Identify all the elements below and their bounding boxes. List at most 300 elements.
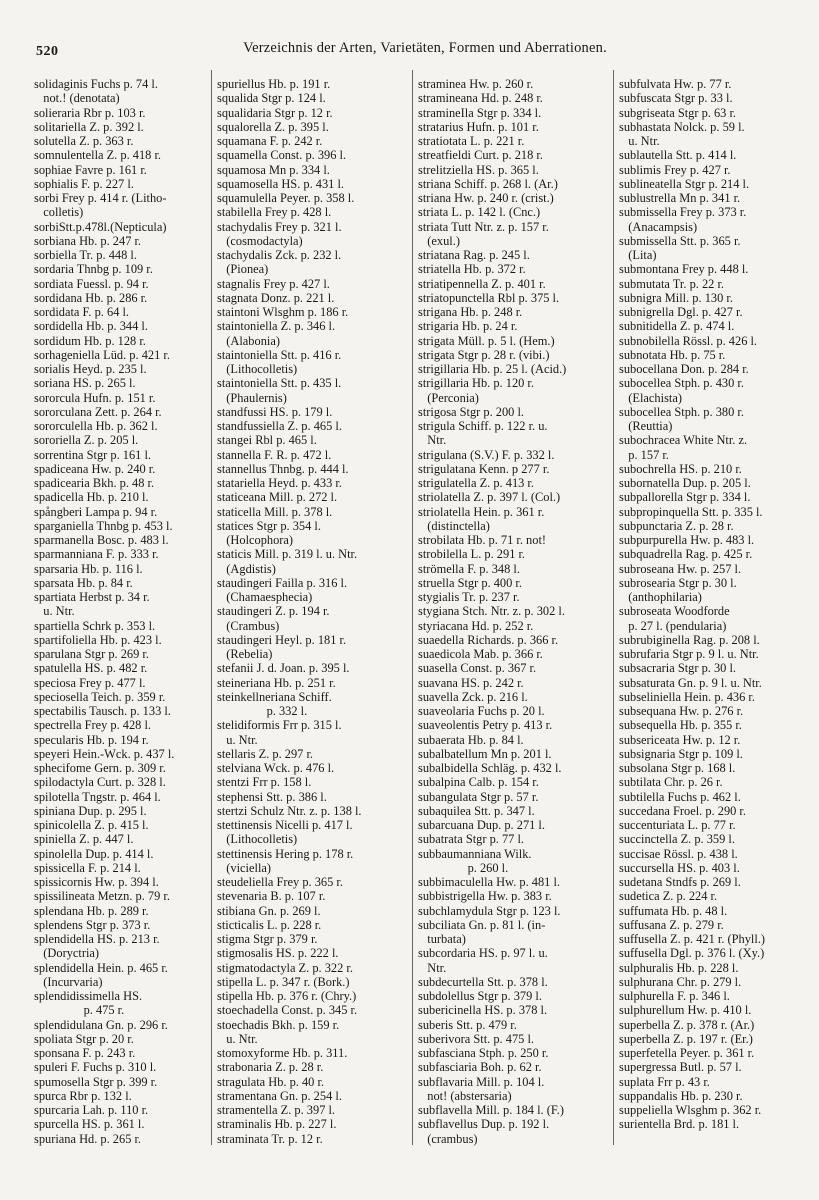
index-entry: subnotata Hb. p. 75 r. — [619, 347, 726, 362]
index-entry: strelitziella HS. p. 365 l. — [418, 162, 539, 177]
index-entry: striata L. p. 142 l. (Cnc.) — [418, 205, 541, 220]
index-entry: subaquilea Stt. p. 347 l. — [418, 803, 535, 818]
index-entry: staudingeri Z. p. 194 r. — [217, 604, 330, 619]
index-entry: p. 157 r. — [619, 447, 669, 462]
index-entry: sordidella Hb. p. 344 l. — [34, 319, 148, 334]
index-entry: subhastata Nolck. p. 59 l. — [619, 119, 745, 134]
index-entry: squalorella Z. p. 395 l. — [217, 119, 329, 134]
index-entry: spilodactyla Curt. p. 328 l. — [34, 775, 166, 790]
index-entry: sublautella Stt. p. 414 l. — [619, 148, 737, 163]
index-entry: subbistrigella Hw. p. 383 r. — [418, 889, 552, 904]
index-entry: striana Hw. p. 240 r. (crist.) — [418, 191, 554, 205]
index-entry: stannellus Thnbg. p. 444 l. — [217, 461, 349, 476]
index-entry: suaedella Richards. p. 366 r. — [418, 632, 559, 647]
index-entry: specularis Hb. p. 194 r. — [34, 732, 149, 747]
index-entry: squamosella HS. p. 431 l. — [217, 176, 344, 191]
index-entry: staintoni Wlsghm p. 186 r. — [217, 305, 349, 319]
index-entry: subpurpurella Hw. p. 483 l. — [619, 533, 755, 547]
index-entry: strigulatana Kenn. p 277 r. — [418, 461, 550, 476]
index-entry: Ntr. — [418, 433, 447, 448]
index-entry: stangei Rbl p. 465 l. — [217, 433, 317, 448]
index-entry: (Pionea) — [217, 262, 269, 277]
index-entry: sordidana Hb. p. 286 r. — [34, 290, 148, 305]
index-entry: sphecifome Gern. p. 309 r. — [34, 761, 166, 775]
index-entry: succursella HS. p. 403 l. — [619, 860, 740, 875]
index-entry: spångberi Lampa p. 94 r. — [34, 504, 158, 519]
index-entry: sticticalis L. p. 228 r. — [217, 917, 322, 932]
index-entry: subalbidella Schläg. p. 432 l. — [418, 761, 562, 775]
index-entry: styriacana Hd. p. 252 r. — [418, 618, 534, 633]
index-entry: strigulatella Z. p. 413 r. — [418, 476, 534, 490]
index-entry: strigillaria Hb. p. 120 r. — [418, 376, 534, 391]
index-entry: stachydalis Frey p. 321 l. — [217, 219, 342, 234]
index-entry: splendidissimella HS. — [34, 989, 143, 1003]
index-entry: striolatella Z. p. 397 l. (Col.) — [418, 490, 561, 505]
index-entry: stramineana Hd. p. 248 r. — [418, 91, 543, 106]
index-entry: stramentella Z. p. 397 l. — [217, 1103, 336, 1117]
index-entry: sparmanniana F. p. 333 r. — [34, 547, 159, 562]
index-entry: subsequana Hw. p. 276 r. — [619, 704, 744, 718]
index-entry: squamosa Mn p. 334 l. — [217, 162, 330, 177]
index-entry: stettinensis Nicelli p. 417 l. — [217, 818, 353, 832]
index-entry: sparganiella Thnbg p. 453 l. — [34, 518, 173, 533]
index-entry: subgriseata Stgr p. 63 r. — [619, 105, 737, 120]
index-entry: steudeliella Frey p. 365 r. — [217, 875, 343, 889]
index-entry: spissicornis Hw. p. 394 l. — [34, 875, 159, 889]
index-entry: superbella Z. p. 378 r. (Ar.) — [619, 1017, 755, 1032]
index-entry: staudingeri Failla p. 316 l. — [217, 575, 348, 590]
index-entry: (Doryctria) — [34, 946, 100, 961]
index-entry: streatfieldi Curt. p. 218 r. — [418, 148, 543, 163]
index-entry: sublineatella Stgr p. 214 l. — [619, 176, 750, 191]
index-entry: suffusana Z. p. 279 r. — [619, 917, 724, 932]
index-entry: sordiata Fuessl. p. 94 r. — [34, 276, 149, 291]
index-entry: spectabilis Tausch. p. 133 l. — [34, 704, 171, 718]
index-entry: suffumata Hb. p. 48 l. — [619, 903, 728, 918]
index-entry: sulphurana Chr. p. 279 l. — [619, 974, 742, 989]
index-entry: subfasciaria Boh. p. 62 r. — [418, 1060, 542, 1075]
index-entry: stipella Hb. p. 376 r. (Chry.) — [217, 989, 357, 1003]
index-entry: Ntr. — [418, 960, 447, 975]
index-entry: superbella Z. p. 197 r. (Er.) — [619, 1031, 753, 1046]
index-entry: sublimis Frey p. 427 r. — [619, 162, 731, 177]
index-entry: (Agdistis) — [217, 561, 276, 576]
column-divider — [211, 70, 212, 1145]
index-entry: spurcella HS. p. 361 l. — [34, 1117, 145, 1132]
index-entry: (Elachista) — [619, 390, 682, 405]
index-entry: speciosella Teich. p. 359 r. — [34, 689, 166, 704]
index-entry: stevenaria B. p. 107 r. — [217, 889, 326, 904]
index-entry: subarcuana Dup. p. 271 l. — [418, 818, 545, 832]
index-entry: solutella Z. p. 363 r. — [34, 134, 134, 148]
index-entry: strigillaria Hb. p. 25 l. (Acid.) — [418, 362, 567, 376]
index-entry: stomoxyforme Hb. p. 311. — [217, 1046, 348, 1060]
index-entry: subpallorella Stgr p. 334 l. — [619, 490, 751, 505]
index-entry: spiniella Z. p. 447 l. — [34, 832, 134, 847]
index-entry: splendana Hb. p. 289 r. — [34, 903, 149, 918]
index-entry: subroseata Woodforde — [619, 604, 730, 619]
index-entry: sordaria Thnbg p. 109 r. — [34, 262, 153, 277]
index-entry: subrufaria Stgr p. 9 l. u. Ntr. — [619, 647, 759, 661]
index-entry: p. 27 l. (pendularia) — [619, 618, 727, 633]
index-entry: subalpina Calb. p. 154 r. — [418, 775, 539, 790]
index-entry: stabilella Frey p. 428 l. — [217, 205, 332, 220]
index-entry: stertzi Schulz Ntr. z. p. 138 l. — [217, 803, 362, 818]
index-entry: subseliniella Hein. p. 436 r. — [619, 689, 755, 704]
index-entry: spectrella Frey p. 428 l. — [34, 718, 151, 733]
index-entry: statariella Heyd. p. 433 r. — [217, 476, 342, 490]
index-entry: sophialis F. p. 227 l. — [34, 176, 134, 191]
index-entry: stigma Stgr p. 379 r. — [217, 932, 318, 946]
column-divider — [613, 70, 614, 1145]
index-entry: spinicolella Z. p. 415 l. — [34, 818, 149, 832]
index-entry: spadiceana Hw. p. 240 r. — [34, 461, 156, 476]
index-entry: submontana Frey p. 448 l. — [619, 262, 749, 277]
index-entry: turbata) — [418, 932, 466, 946]
index-entry: stragulata Hb. p. 40 r. — [217, 1074, 325, 1089]
index-entry: (Incurvaria) — [34, 974, 103, 989]
index-entry: spiniana Dup. p. 295 l. — [34, 803, 147, 818]
index-entry: sororculana Zett. p. 264 r. — [34, 404, 162, 419]
index-entry: striatella Hb. p. 372 r. — [418, 262, 526, 277]
index-entry: spumosella Stgr p. 399 r. — [34, 1074, 158, 1089]
index-entry: strömella F. p. 348 l. — [418, 561, 520, 576]
index-entry: sparulana Stgr p. 269 r. — [34, 647, 149, 661]
index-entry: standfussi HS. p. 179 l. — [217, 404, 333, 419]
index-entry: subnobilella Rössl. p. 426 l. — [619, 333, 758, 348]
index-entry: suffusella Dgl. p. 376 l. (Xy.) — [619, 946, 765, 961]
index-column-4 — [619, 77, 795, 1132]
index-entry: subnigra Mill. p. 130 r. — [619, 290, 733, 305]
index-entry: subocellana Don. p. 284 r. — [619, 362, 749, 376]
index-entry: spurca Rbr p. 132 l. — [34, 1088, 132, 1103]
index-entry: spilotella Tngstr. p. 464 l. — [34, 789, 161, 804]
index-entry: subangulata Stgr p. 57 r. — [418, 789, 539, 804]
index-entry: strigaria Hb. p. 24 r. — [418, 319, 518, 334]
index-entry: subquadrella Rag. p. 425 r. — [619, 547, 753, 562]
index-entry: squamulella Peyer. p. 358 l. — [217, 191, 355, 205]
index-entry: not.! (denotata) — [34, 91, 120, 106]
index-entry: sulphurella F. p. 346 l. — [619, 989, 730, 1003]
index-entry: subaerata Hb. p. 84 l. — [418, 732, 524, 747]
index-entry: subflavella Mill. p. 184 l. (F.) — [418, 1103, 564, 1117]
index-entry: strigosa Stgr p. 200 l. — [418, 404, 525, 419]
index-entry: colletis) — [34, 205, 84, 220]
index-entry: straminea Hw. p. 260 r. — [418, 77, 534, 91]
index-entry: sulphurellum Hw. p. 410 l. — [619, 1003, 752, 1018]
index-entry: speciosa Frey p. 477 l. — [34, 675, 146, 690]
index-entry: subrosearia Stgr p. 30 l. — [619, 575, 737, 590]
index-entry: subericinella HS. p. 378 l. — [418, 1003, 548, 1018]
index-entry: speyeri Hein.-Wck. p. 437 l. — [34, 746, 175, 761]
index-entry: staintoniella Stt. p. 416 r. — [217, 347, 342, 362]
index-entry: subtilata Chr. p. 26 r. — [619, 775, 723, 790]
index-entry: (Reuttia) — [619, 419, 673, 433]
index-entry: sororiella Z. p. 205 l. — [34, 433, 139, 448]
index-entry: subsolana Stgr p. 168 l. — [619, 761, 736, 775]
index-entry: sulphuralis Hb. p. 228 l. — [619, 960, 739, 975]
index-entry: staticeana Mill. p. 272 l. — [217, 490, 338, 505]
index-entry: subalbatellum Mn p. 201 l. — [418, 746, 552, 761]
index-entry: sophiae Favre p. 161 r. — [34, 162, 147, 177]
index-entry: succenturiata L. p. 77 r. — [619, 818, 736, 832]
index-entry: spartifoliella Hb. p. 423 l. — [34, 632, 162, 647]
index-entry: suberivora Stt. p. 475 l. — [418, 1031, 534, 1046]
index-column-1 — [34, 77, 210, 1146]
index-entry: spuriana Hd. p. 265 r. — [34, 1131, 142, 1146]
index-entry: spartiella Schrk p. 353 l. — [34, 618, 156, 633]
index-entry: spoliata Stgr p. 20 r. — [34, 1031, 134, 1046]
index-entry: (crambus) — [418, 1131, 478, 1146]
index-entry: stefanii J. d. Joan. p. 395 l. — [217, 661, 350, 676]
index-entry: strabonaria Z. p. 28 r. — [217, 1060, 324, 1075]
index-entry: stettinensis Hering p. 178 r. — [217, 846, 354, 861]
index-entry: supergressa Butl. p. 57 l. — [619, 1060, 742, 1075]
index-entry: (Rebelia) — [217, 647, 273, 661]
index-entry: (Chamaesphecia) — [217, 590, 313, 604]
index-entry: subnigrella Dgl. p. 427 r. — [619, 305, 743, 319]
index-entry: (Lithocolletis) — [217, 362, 298, 376]
index-entry: subflavellus Dup. p. 192 l. — [418, 1117, 550, 1132]
index-entry: spadicearia Bkh. p. 48 r. — [34, 476, 155, 490]
index-entry: p. 332 l. — [217, 704, 308, 718]
index-entry: u. Ntr. — [619, 134, 660, 148]
index-entry: sorrentina Stgr p. 161 l. — [34, 447, 152, 462]
index-entry: subnitidella Z. p. 474 l. — [619, 319, 735, 334]
index-entry: (distinctella) — [418, 518, 490, 533]
index-entry: spissilineata Metzn. p. 79 r. — [34, 889, 170, 904]
index-entry: subocellea Stph. p. 430 r. — [619, 376, 744, 391]
index-entry: sorbiella Tr. p. 448 l. — [34, 248, 137, 262]
index-entry: subtilella Fuchs p. 462 l. — [619, 789, 741, 804]
index-entry: sororculella Hb. p. 362 l. — [34, 419, 158, 433]
index-entry: staticis Mill. p. 319 l. u. Ntr. — [217, 547, 358, 562]
index-entry: subdolellus Stgr p. 379 l. — [418, 989, 542, 1003]
index-entry: subsacraria Stgr p. 30 l. — [619, 661, 736, 676]
index-entry: (Anacampsis) — [619, 219, 698, 234]
index-entry: stelviana Wck. p. 476 l. — [217, 761, 335, 775]
index-entry: subpropinquella Stt. p. 335 l. — [619, 504, 763, 519]
index-entry: subsaturata Gn. p. 9 l. u. Ntr. — [619, 675, 762, 690]
index-entry: sparmanella Bosc. p. 483 l. — [34, 533, 169, 547]
index-entry: (Lithocolletis) — [217, 832, 298, 847]
index-entry: stoechadella Const. p. 345 r. — [217, 1003, 358, 1018]
index-column-3 — [418, 77, 594, 1146]
index-entry: squamana F. p. 242 r. — [217, 134, 323, 148]
index-entry: striatana Rag. p. 245 l. — [418, 248, 530, 262]
index-entry: suavana HS. p. 242 r. — [418, 675, 524, 690]
index-entry: suaveolentis Petry p. 413 r. — [418, 718, 553, 733]
index-entry: stramentana Gn. p. 254 l. — [217, 1088, 342, 1103]
index-entry: stagnalis Frey p. 427 l. — [217, 276, 330, 291]
index-entry: suaveolaria Fuchs p. 20 l. — [418, 704, 545, 718]
index-entry: suberis Stt. p. 479 r. — [418, 1017, 517, 1032]
index-entry: subfasciana Stph. p. 250 r. — [418, 1046, 549, 1060]
index-entry: (Crambus) — [217, 618, 280, 633]
index-entry: squalida Stgr p. 124 l. — [217, 91, 326, 106]
index-entry: subchlamydula Stgr p. 123 l. — [418, 903, 561, 918]
index-entry: stelidiformis Frr p. 315 l. — [217, 718, 342, 733]
index-entry: sorbi Frey p. 414 r. (Litho- — [34, 191, 167, 205]
index-column-2 — [217, 77, 393, 1146]
index-entry: succedana Froel. p. 290 r. — [619, 803, 746, 818]
index-entry: subflavaria Mill. p. 104 l. — [418, 1074, 545, 1089]
index-entry: solieraria Rbr p. 103 r. — [34, 105, 146, 120]
index-entry: staintoniella Z. p. 346 l. — [217, 319, 336, 334]
index-entry: statices Stgr p. 354 l. — [217, 518, 321, 533]
index-entry: stephensi Stt. p. 386 l. — [217, 789, 327, 804]
index-entry: p. 475 r. — [34, 1003, 125, 1018]
index-entry: steinkellneriana Schiff. — [217, 689, 332, 704]
index-entry: superfetella Peyer. p. 361 r. — [619, 1046, 755, 1060]
index-entry: subornatella Dup. p. 205 l. — [619, 476, 751, 490]
index-entry: splendens Stgr p. 373 r. — [34, 917, 151, 932]
index-entry: subfulvata Hw. p. 77 r. — [619, 77, 732, 91]
index-entry: subciliata Gn. p. 81 l. (in- — [418, 917, 546, 932]
index-entry: subatrata Stgr p. 77 l. — [418, 832, 524, 847]
index-entry: splendidella HS. p. 213 r. — [34, 932, 160, 946]
index-entry: strigana Hb. p. 248 r. — [418, 305, 523, 319]
index-entry: stigmosalis HS. p. 222 l. — [217, 946, 339, 961]
index-entry: subsequella Hb. p. 355 r. — [619, 718, 742, 733]
index-entry: solitariella Z. p. 392 l. — [34, 119, 144, 134]
index-entry: (viciella) — [217, 860, 272, 875]
index-entry: strigula Schiff. p. 122 r. u. — [418, 419, 548, 433]
index-entry: subocellea Stph. p. 380 r. — [619, 404, 744, 419]
index-entry: (Phaulernis) — [217, 390, 287, 405]
index-entry: u. Ntr. — [217, 732, 258, 747]
index-entry: stramineIla Stgr p. 334 l. — [418, 105, 542, 120]
index-entry: sublustrella Mn p. 341 r. — [619, 191, 741, 205]
index-entry: striata Tutt Ntr. z. p. 157 r. — [418, 219, 549, 234]
index-entry: subbaumanniana Wilk. — [418, 846, 532, 861]
index-entry: submissella Frey p. 373 r. — [619, 205, 747, 220]
index-entry: staudingeri Heyl. p. 181 r. — [217, 632, 347, 647]
index-entry: subbimaculella Hw. p. 481 l. — [418, 875, 561, 889]
index-entry: (Lita) — [619, 248, 657, 262]
index-entry: sparsaria Hb. p. 116 l. — [34, 561, 143, 576]
index-entry: sororcula Hufn. p. 151 r. — [34, 390, 156, 405]
index-entry: sparsata Hb. p. 84 r. — [34, 575, 133, 590]
index-entry: suasella Const. p. 367 r. — [418, 661, 537, 676]
index-entry: straminalis Hb. p. 227 l. — [217, 1117, 337, 1132]
index-entry: subsignaria Stgr p. 109 l. — [619, 746, 743, 761]
index-entry: spuriellus Hb. p. 191 r. — [217, 77, 331, 91]
index-entry: spadicella Hb. p. 210 l. — [34, 490, 149, 505]
index-entry: subsericeata Hw. p. 12 r. — [619, 732, 741, 747]
index-entry: suppandalis Hb. p. 230 r. — [619, 1088, 743, 1103]
index-entry: spatulella HS. p. 482 r. — [34, 661, 148, 676]
index-entry: strobilella L. p. 291 r. — [418, 547, 526, 562]
index-entry: strigata Stgr p. 28 r. (vibi.) — [418, 347, 550, 362]
index-entry: succisae Rössl. p. 438 l. — [619, 846, 738, 861]
index-entry: (anthophilaria) — [619, 590, 702, 604]
column-divider — [412, 70, 413, 1145]
index-entry: suavella Zck. p. 216 l. — [418, 689, 528, 704]
index-entry: subdecurtella Stt. p. 378 l. — [418, 974, 548, 989]
index-entry: succinctella Z. p. 359 l. — [619, 832, 735, 847]
index-entry: subroseana Hw. p. 257 l. — [619, 561, 742, 576]
index-entry: suplata Frr p. 43 r. — [619, 1074, 710, 1089]
index-entry: submutata Tr. p. 22 r. — [619, 276, 724, 291]
index-entry: strigata Müll. p. 5 l. (Hem.) — [418, 333, 555, 348]
index-entry: stachydalis Zck. p. 232 l. — [217, 248, 342, 262]
index-entry: stigmatodactyla Z. p. 322 r. — [217, 960, 353, 975]
index-entry: submissella Stt. p. 365 r. — [619, 233, 741, 248]
index-entry: stygialis Tr. p. 237 r. — [418, 590, 520, 604]
index-entry: stratiotata L. p. 221 r. — [418, 134, 525, 148]
index-entry: splendidella Hein. p. 465 r. — [34, 960, 168, 975]
index-entry: subochrella HS. p. 210 r. — [619, 461, 742, 476]
index-entry: subcordaria HS. p. 97 l. u. — [418, 946, 548, 961]
index-entry: strigulana (S.V.) F. p. 332 l. — [418, 447, 555, 462]
index-entry: (exul.) — [418, 233, 460, 248]
index-entry: sudetica Z. p. 224 r. — [619, 889, 718, 904]
index-entry: suffusella Z. p. 421 r. (Phyll.) — [619, 932, 766, 946]
index-entry: stoechadis Bkh. p. 159 r. — [217, 1017, 340, 1032]
index-entry: steineriana Hb. p. 251 r. — [217, 675, 336, 690]
index-entry: (Holcophora) — [217, 533, 294, 547]
index-entry: (Alabonia) — [217, 333, 280, 348]
index-entry: (cosmodactyla) — [217, 233, 303, 248]
index-entry: spurcaria Lah. p. 110 r. — [34, 1103, 149, 1117]
index-entry: stentzi Frr p. 158 l. — [217, 775, 312, 790]
index-entry: stratarius Hufn. p. 101 r. — [418, 119, 539, 134]
page-number: 520 — [36, 44, 59, 59]
index-entry: sordidata F. p. 64 l. — [34, 305, 130, 319]
index-entry: strobilata Hb. p. 71 r. not! — [418, 533, 547, 547]
index-entry: suaedicola Mab. p. 366 r. — [418, 647, 543, 661]
index-entry: spuleri F. Fuchs p. 310 l. — [34, 1060, 157, 1075]
index-entry: surientella Brd. p. 181 l. — [619, 1117, 740, 1132]
index-entry: stellaris Z. p. 297 r. — [217, 746, 314, 761]
index-entry: sorhageniella Lüd. p. 421 r. — [34, 347, 170, 362]
index-entry: subpunctaria Z. p. 28 r. — [619, 518, 734, 533]
index-entry: subfuscata Stgr p. 33 l. — [619, 91, 733, 106]
index-entry: squamella Const. p. 396 l. — [217, 148, 347, 163]
running-title: Verzeichnis der Arten, Varietäten, Formen und Aberrationen. — [243, 40, 607, 56]
index-entry: u. Ntr. — [34, 604, 75, 619]
index-entry: soriana HS. p. 265 l. — [34, 376, 136, 391]
index-entry: (Perconia) — [418, 390, 479, 405]
index-entry: splendidulana Gn. p. 296 r. — [34, 1017, 168, 1032]
index-entry: not! (abstersaria) — [418, 1088, 512, 1103]
index-entry: suppeliella Wlsghm p. 362 r. — [619, 1103, 762, 1117]
index-entry: stagnata Donz. p. 221 l. — [217, 290, 335, 305]
index-entry: squalidaria Stgr p. 12 r. — [217, 105, 333, 120]
index-entry: sorbiana Hb. p. 247 r. — [34, 233, 142, 248]
index-entry: stipella L. p. 347 r. (Bork.) — [217, 974, 350, 989]
index-entry: striatipennella Z. p. 401 r. — [418, 276, 546, 291]
index-entry: u. Ntr. — [217, 1031, 258, 1046]
index-entry: somnulentella Z. p. 418 r. — [34, 148, 161, 163]
index-entry: spartiata Herbst p. 34 r. — [34, 590, 150, 604]
index-entry: straminata Tr. p. 12 r. — [217, 1131, 323, 1146]
index-entry: struella Stgr p. 400 r. — [418, 575, 522, 590]
index-entry: striolatella Hein. p. 361 r. — [418, 504, 545, 519]
index-entry: subrubiginella Rag. p. 208 l. — [619, 632, 760, 647]
index-entry: spinolella Dup. p. 414 l. — [34, 846, 154, 861]
index-entry: striana Schiff. p. 268 l. (Ar.) — [418, 176, 558, 191]
index-entry: sorialis Heyd. p. 235 l. — [34, 362, 147, 376]
index-entry: subochracea White Ntr. z. — [619, 433, 748, 448]
index-entry: sordidum Hb. p. 128 r. — [34, 333, 146, 348]
index-entry: p. 260 l. — [418, 860, 509, 875]
index-entry: stannella F. R. p. 472 l. — [217, 447, 332, 462]
index-entry: staticella Mill. p. 378 l. — [217, 504, 333, 519]
index-entry: sorbiStt.p.478l.(Nepticula) — [34, 219, 167, 234]
index-entry: sudetana Stndfs p. 269 l. — [619, 875, 741, 889]
